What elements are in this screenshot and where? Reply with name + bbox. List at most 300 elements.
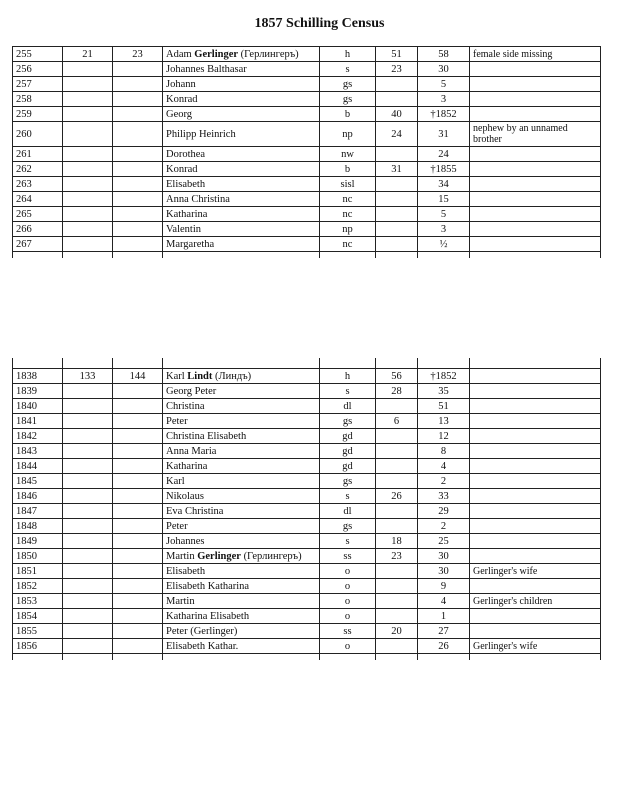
name-bold: Gerlinger [194, 48, 239, 60]
age-1-cell: 26 [376, 489, 418, 504]
household-number-cell [63, 579, 113, 594]
person-name-cell [163, 162, 320, 177]
table-row [13, 459, 601, 474]
name-pre: Christina Elisabeth [166, 430, 247, 442]
age-2-cell: 25 [418, 534, 470, 549]
person-name-cell [163, 207, 320, 222]
spacer-cell [320, 654, 376, 661]
table-row [13, 122, 601, 147]
note-cell [470, 609, 601, 624]
name-pre: Martin [166, 550, 198, 562]
age-2-cell: 33 [418, 489, 470, 504]
record-number-cell: 255 [13, 47, 63, 62]
relationship-cell: s [320, 489, 376, 504]
age-2-cell: 26 [418, 639, 470, 654]
note-cell [470, 77, 601, 92]
spacer-cell [376, 358, 418, 369]
household-number-cell [63, 222, 113, 237]
family-number-cell [113, 92, 163, 107]
note-cell: female side missing [470, 47, 601, 62]
relationship-cell: nc [320, 207, 376, 222]
relationship-cell: dl [320, 399, 376, 414]
person-name-cell [163, 504, 320, 519]
age-2-cell: 3 [418, 222, 470, 237]
age-2-cell: 8 [418, 444, 470, 459]
age-1-cell: 28 [376, 384, 418, 399]
age-2-cell: ½ [418, 237, 470, 252]
name-pre: Elisabeth Katharina [166, 580, 250, 592]
age-2-cell: 58 [418, 47, 470, 62]
person-name-cell [163, 62, 320, 77]
household-number-cell [63, 609, 113, 624]
age-1-cell [376, 564, 418, 579]
table-row [13, 444, 601, 459]
age-2-cell: 30 [418, 549, 470, 564]
note-cell [470, 624, 601, 639]
family-number-cell [113, 549, 163, 564]
table-row [13, 147, 601, 162]
relationship-cell: gs [320, 519, 376, 534]
family-number-cell [113, 639, 163, 654]
record-number-cell: 1849 [13, 534, 63, 549]
relationship-cell: gs [320, 414, 376, 429]
household-number-cell [63, 489, 113, 504]
relationship-cell: s [320, 62, 376, 77]
age-1-cell [376, 444, 418, 459]
age-2-cell: †1855 [418, 162, 470, 177]
family-number-cell [113, 384, 163, 399]
name-bold: Lindt [187, 370, 213, 382]
record-number-cell: 256 [13, 62, 63, 77]
age-2-cell: 30 [418, 62, 470, 77]
record-number-cell: 1854 [13, 609, 63, 624]
note-cell [470, 489, 601, 504]
table-row [13, 429, 601, 444]
spacer-cell [320, 358, 376, 369]
age-1-cell: 56 [376, 369, 418, 384]
age-1-cell [376, 177, 418, 192]
person-name-cell [163, 399, 320, 414]
note-cell [470, 504, 601, 519]
name-pre: Karl [166, 475, 185, 487]
table-row [13, 222, 601, 237]
record-number-cell: 1847 [13, 504, 63, 519]
spacer-cell [13, 654, 63, 661]
age-1-cell [376, 207, 418, 222]
person-name-cell [163, 489, 320, 504]
note-cell: Gerlinger's wife [470, 639, 601, 654]
record-number-cell: 266 [13, 222, 63, 237]
record-number-cell: 1851 [13, 564, 63, 579]
table-row [13, 384, 601, 399]
household-number-cell [63, 549, 113, 564]
age-1-cell: 23 [376, 62, 418, 77]
age-1-cell [376, 429, 418, 444]
age-2-cell: 12 [418, 429, 470, 444]
name-pre: Konrad [166, 163, 198, 175]
household-number-cell [63, 519, 113, 534]
age-2-cell: 35 [418, 384, 470, 399]
note-cell [470, 207, 601, 222]
record-number-cell: 257 [13, 77, 63, 92]
name-pre: Konrad [166, 93, 198, 105]
name-pre: Katharina [166, 460, 208, 472]
family-number-cell [113, 207, 163, 222]
household-number-cell [63, 384, 113, 399]
family-number-cell [113, 122, 163, 147]
age-2-cell: 4 [418, 459, 470, 474]
relationship-cell: dl [320, 504, 376, 519]
table-row [13, 579, 601, 594]
spacer-cell [113, 654, 163, 661]
family-number-cell [113, 594, 163, 609]
person-name-cell [163, 534, 320, 549]
record-number-cell: 1842 [13, 429, 63, 444]
person-name-cell [163, 77, 320, 92]
person-name-cell [163, 519, 320, 534]
table-row [13, 369, 601, 384]
table-row [13, 207, 601, 222]
record-number-cell: 262 [13, 162, 63, 177]
note-cell [470, 162, 601, 177]
relationship-cell: o [320, 594, 376, 609]
table-row [13, 62, 601, 77]
family-number-cell: 144 [113, 369, 163, 384]
note-cell [470, 177, 601, 192]
family-number-cell [113, 429, 163, 444]
name-pre: Katharina [166, 208, 208, 220]
person-name-cell [163, 474, 320, 489]
family-number-cell [113, 519, 163, 534]
person-name-cell [163, 192, 320, 207]
household-number-cell [63, 399, 113, 414]
age-1-cell [376, 192, 418, 207]
record-number-cell: 267 [13, 237, 63, 252]
household-number-cell [63, 77, 113, 92]
person-name-cell [163, 594, 320, 609]
spacer-cell [13, 358, 63, 369]
name-post: (Герлингеръ) [240, 550, 302, 562]
household-number-cell [63, 624, 113, 639]
age-2-cell: †1852 [418, 369, 470, 384]
person-name-cell [163, 564, 320, 579]
spacer-cell [376, 654, 418, 661]
name-pre: Peter [166, 520, 188, 532]
age-2-cell: 2 [418, 474, 470, 489]
note-cell [470, 474, 601, 489]
record-number-cell: 263 [13, 177, 63, 192]
spacer-cell [376, 252, 418, 259]
name-pre: Georg [166, 108, 193, 120]
household-number-cell [63, 207, 113, 222]
page-title: 1857 Schilling Census [254, 16, 385, 31]
note-cell [470, 519, 601, 534]
age-1-cell [376, 519, 418, 534]
age-2-cell: 31 [418, 122, 470, 147]
record-number-cell: 1856 [13, 639, 63, 654]
relationship-cell: h [320, 47, 376, 62]
name-pre: Peter (Gerlinger) [166, 625, 238, 637]
table-row [13, 534, 601, 549]
person-name-cell [163, 222, 320, 237]
household-number-cell: 133 [63, 369, 113, 384]
family-number-cell [113, 459, 163, 474]
relationship-cell: ss [320, 549, 376, 564]
age-1-cell: 6 [376, 414, 418, 429]
relationship-cell: np [320, 122, 376, 147]
table-row [13, 549, 601, 564]
relationship-cell: nc [320, 237, 376, 252]
age-1-cell [376, 399, 418, 414]
person-name-cell [163, 369, 320, 384]
table-row [13, 414, 601, 429]
age-2-cell: 4 [418, 594, 470, 609]
relationship-cell: gs [320, 77, 376, 92]
age-2-cell: 5 [418, 77, 470, 92]
note-cell [470, 414, 601, 429]
household-number-cell [63, 639, 113, 654]
household-number-cell [63, 459, 113, 474]
age-1-cell [376, 639, 418, 654]
spacer-cell [320, 252, 376, 259]
spacer-cell [113, 252, 163, 259]
family-number-cell [113, 474, 163, 489]
relationship-cell: np [320, 222, 376, 237]
household-number-cell [63, 162, 113, 177]
age-1-cell: 31 [376, 162, 418, 177]
name-pre: Elisabeth Kathar. [166, 640, 239, 652]
note-cell [470, 147, 601, 162]
name-pre: Nikolaus [166, 490, 204, 502]
age-2-cell: 15 [418, 192, 470, 207]
note-cell [470, 384, 601, 399]
name-post: (Линдъ) [212, 370, 252, 382]
relationship-cell: o [320, 564, 376, 579]
note-cell [470, 62, 601, 77]
family-number-cell [113, 162, 163, 177]
household-number-cell [63, 444, 113, 459]
family-number-cell [113, 444, 163, 459]
family-number-cell [113, 177, 163, 192]
spacer-cell [418, 358, 470, 369]
family-number-cell [113, 489, 163, 504]
relationship-cell: gs [320, 92, 376, 107]
name-pre: Karl [166, 370, 188, 382]
record-number-cell: 1848 [13, 519, 63, 534]
relationship-cell: sisl [320, 177, 376, 192]
record-number-cell: 1853 [13, 594, 63, 609]
record-number-cell: 1852 [13, 579, 63, 594]
name-pre: Eva Christina [166, 505, 224, 517]
spacer-cell [63, 654, 113, 661]
table-row [13, 639, 601, 654]
person-name-cell [163, 444, 320, 459]
household-number-cell [63, 122, 113, 147]
age-2-cell: 27 [418, 624, 470, 639]
record-number-cell: 1855 [13, 624, 63, 639]
spacer-cell [470, 358, 601, 369]
record-number-cell: 1844 [13, 459, 63, 474]
age-1-cell [376, 92, 418, 107]
note-cell [470, 399, 601, 414]
person-name-cell [163, 639, 320, 654]
person-name-cell [163, 107, 320, 122]
age-2-cell: 5 [418, 207, 470, 222]
age-1-cell [376, 222, 418, 237]
note-cell [470, 579, 601, 594]
household-number-cell [63, 192, 113, 207]
age-1-cell [376, 147, 418, 162]
household-number-cell [63, 107, 113, 122]
family-number-cell [113, 147, 163, 162]
table-row [13, 237, 601, 252]
age-2-cell: 34 [418, 177, 470, 192]
person-name-cell [163, 177, 320, 192]
table-row [13, 47, 601, 62]
name-pre: Johann [166, 78, 196, 90]
relationship-cell: nw [320, 147, 376, 162]
note-cell [470, 237, 601, 252]
family-number-cell [113, 504, 163, 519]
record-number-cell: 1838 [13, 369, 63, 384]
record-number-cell: 264 [13, 192, 63, 207]
name-pre: Elisabeth [166, 565, 206, 577]
spacer-cell [418, 252, 470, 259]
age-1-cell: 20 [376, 624, 418, 639]
spacer-cell [418, 654, 470, 661]
relationship-cell: nc [320, 192, 376, 207]
note-cell [470, 459, 601, 474]
table-row [13, 504, 601, 519]
record-number-cell: 1843 [13, 444, 63, 459]
person-name-cell [163, 609, 320, 624]
household-number-cell [63, 92, 113, 107]
table-row [13, 92, 601, 107]
table-row [13, 564, 601, 579]
age-2-cell: 9 [418, 579, 470, 594]
household-number-cell [63, 237, 113, 252]
name-pre: Margaretha [166, 238, 215, 250]
relationship-cell: h [320, 369, 376, 384]
name-pre: Christina [166, 400, 205, 412]
table-row [13, 177, 601, 192]
age-2-cell: 1 [418, 609, 470, 624]
note-cell [470, 369, 601, 384]
age-1-cell: 51 [376, 47, 418, 62]
table-row [13, 77, 601, 92]
name-post: (Герлингеръ) [238, 48, 299, 60]
family-number-cell [113, 77, 163, 92]
record-number-cell: 1841 [13, 414, 63, 429]
relationship-cell: b [320, 107, 376, 122]
name-bold: Gerlinger [197, 550, 241, 562]
record-number-cell: 1850 [13, 549, 63, 564]
age-1-cell [376, 77, 418, 92]
spacer-cell [163, 654, 320, 661]
table-row [13, 474, 601, 489]
name-pre: Georg Peter [166, 385, 217, 397]
relationship-cell: gd [320, 444, 376, 459]
name-pre: Anna Maria [166, 445, 217, 457]
record-number-cell: 1846 [13, 489, 63, 504]
household-number-cell [63, 414, 113, 429]
record-number-cell: 259 [13, 107, 63, 122]
name-pre: Valentin [166, 223, 201, 235]
age-2-cell: 24 [418, 147, 470, 162]
family-number-cell [113, 62, 163, 77]
record-number-cell: 1839 [13, 384, 63, 399]
age-1-cell [376, 504, 418, 519]
age-1-cell: 23 [376, 549, 418, 564]
person-name-cell [163, 384, 320, 399]
relationship-cell: ss [320, 624, 376, 639]
age-2-cell: 3 [418, 92, 470, 107]
name-pre: Johannes Balthasar [166, 63, 247, 75]
name-pre: Anna Christina [166, 193, 230, 205]
age-2-cell: 51 [418, 399, 470, 414]
relationship-cell: gd [320, 459, 376, 474]
record-number-cell: 261 [13, 147, 63, 162]
table-row [13, 609, 601, 624]
age-2-cell: 2 [418, 519, 470, 534]
person-name-cell [163, 122, 320, 147]
family-number-cell [113, 579, 163, 594]
table-row [13, 107, 601, 122]
age-1-cell [376, 459, 418, 474]
name-pre: Johannes [166, 535, 205, 547]
age-2-cell: 13 [418, 414, 470, 429]
age-1-cell: 24 [376, 122, 418, 147]
household-number-cell [63, 504, 113, 519]
record-number-cell: 258 [13, 92, 63, 107]
record-number-cell: 265 [13, 207, 63, 222]
person-name-cell [163, 579, 320, 594]
name-pre: Katharina Elisabeth [166, 610, 250, 622]
household-number-cell [63, 564, 113, 579]
name-pre: Adam [166, 48, 195, 60]
table-row [13, 519, 601, 534]
person-name-cell [163, 414, 320, 429]
family-number-cell [113, 624, 163, 639]
household-number-cell [63, 177, 113, 192]
age-2-cell: 29 [418, 504, 470, 519]
name-pre: Martin [166, 595, 195, 607]
person-name-cell [163, 47, 320, 62]
household-number-cell [63, 534, 113, 549]
spacer-cell [163, 252, 320, 259]
name-pre: Dorothea [166, 148, 206, 160]
family-number-cell [113, 107, 163, 122]
note-cell [470, 192, 601, 207]
spacer-cell [63, 252, 113, 259]
relationship-cell: gs [320, 474, 376, 489]
table-row [13, 594, 601, 609]
relationship-cell: s [320, 384, 376, 399]
name-pre: Philipp Heinrich [166, 128, 236, 140]
table-row [13, 192, 601, 207]
person-name-cell [163, 92, 320, 107]
household-number-cell [63, 594, 113, 609]
note-cell [470, 549, 601, 564]
age-1-cell [376, 609, 418, 624]
table-row [13, 624, 601, 639]
person-name-cell [163, 459, 320, 474]
age-1-cell: 40 [376, 107, 418, 122]
spacer-cell [63, 358, 113, 369]
record-number-cell: 1840 [13, 399, 63, 414]
family-number-cell: 23 [113, 47, 163, 62]
household-number-cell [63, 429, 113, 444]
